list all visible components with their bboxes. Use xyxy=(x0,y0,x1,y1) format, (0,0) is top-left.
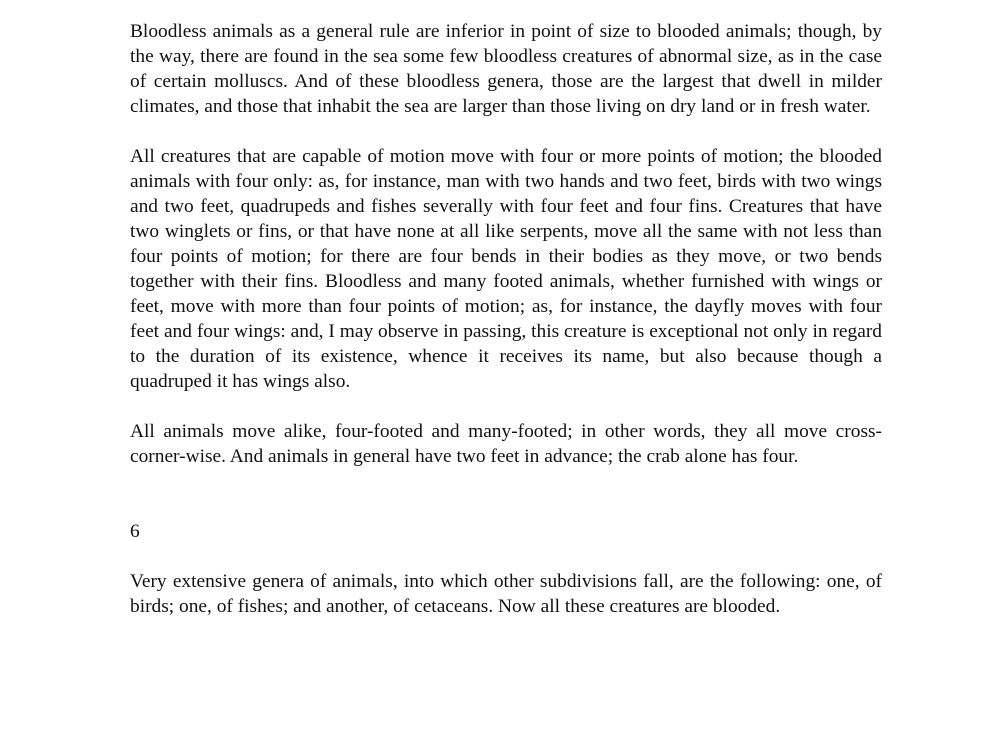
section-spacer xyxy=(130,469,882,519)
paragraph-spacer xyxy=(130,394,882,419)
section-number: 6 xyxy=(130,521,140,542)
paragraph-extensive-genera: Very extensive genera of animals, into which other subdivisions fall, are the following: one, of birds; one, of fishes; and another, of cetaceans. Now all these creatures are blooded. xyxy=(130,571,882,617)
paragraph-spacer xyxy=(130,119,882,144)
paragraph-spacer xyxy=(130,544,882,569)
paragraph-cross-corner: All animals move alike, four-footed and many-footed; in other words, they all move cross-corner-wise. And animals in general have two feet in advance; the crab alone has four. xyxy=(130,421,882,467)
paragraph-points-of-motion: All creatures that are capable of motion move with four or more points of motion; the blooded animals with four only: as, for instance, man with two hands and two feet, birds with two wings and two feet, quadrupeds and fishes severally with four feet and four fins. Creatures that have two winglets or fins, or that have none at all like serpents, move all the same with not less than four points of motion; for there are four bends in their bodies as they move, or two bends together with their fins. Bloodless and many footed animals, whether furnished with wings or feet, move with more than four points of motion; as, for instance, the dayfly moves with four feet and four wings: and, I may observe in passing, this creature is exceptional not only in regard to the duration of its existence, whence it receives its name, but also because though a quadruped it has wings also. xyxy=(130,146,882,392)
document-page xyxy=(130,19,882,619)
paragraph-bloodless-size: Bloodless animals as a general rule are inferior in point of size to blooded animals; though, by the way, there are found in the sea some few bloodless creatures of abnormal size, as in the case of certain molluscs. And of these bloodless genera, those are the largest that dwell in milder climates, and those that inhabit the sea are larger than those living on dry land or in fresh water. xyxy=(130,21,882,117)
